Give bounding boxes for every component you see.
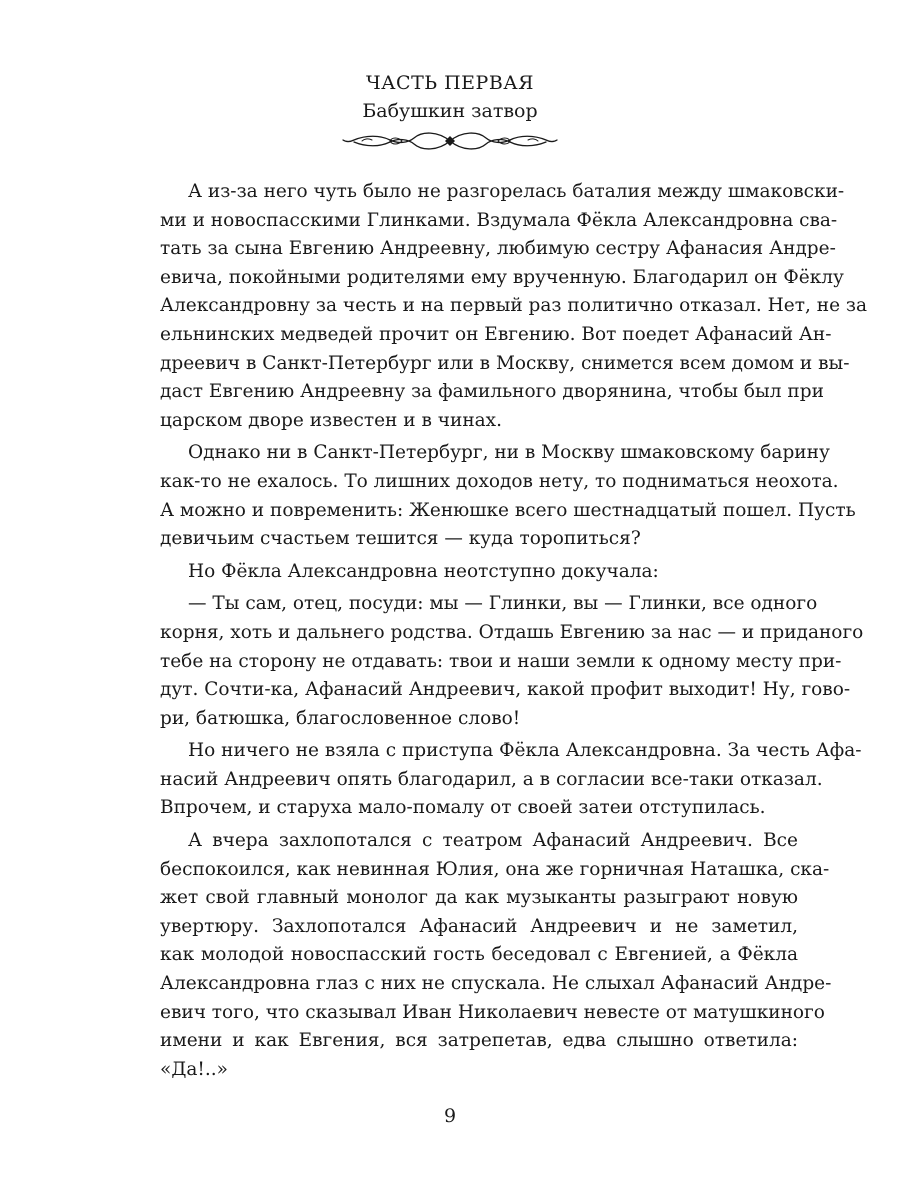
paragraph xyxy=(160,178,868,435)
text-line: — Ты сам, отец, посуди: мы — Глинки, вы — Глинки, все одного xyxy=(188,593,818,615)
chapter-title: Бабушкин затвор xyxy=(362,100,538,122)
paragraph xyxy=(160,558,798,587)
body-text xyxy=(160,178,868,1084)
paragraph xyxy=(160,737,862,823)
text-line: Александровну за честь и на первый раз политично отказал. Нет, не за xyxy=(160,295,868,317)
text-line: ми и новоспасскими Глинками. Вздумала Фёкла Александровна сва- xyxy=(160,209,838,231)
paragraph xyxy=(160,439,856,553)
text-line: ри, батюшка, благословенное слово! xyxy=(160,707,521,729)
text-line: насий Андреевич опять благодарил, а в согласии все-таки отказал. xyxy=(160,768,823,790)
ornament-divider-icon xyxy=(342,128,558,154)
text-line: ельнинских медведей прочит он Евгению. Вот поедет Афанасий Ан- xyxy=(160,323,832,345)
paragraph xyxy=(160,590,864,733)
page-number: 9 xyxy=(443,1105,457,1127)
text-line: евич того, что сказывал Иван Николаевич невесте от матушкиного xyxy=(160,1001,825,1023)
text-line: как-то не ехалось. То лишних доходов нету, то подниматься неохота. xyxy=(160,470,839,492)
text-line: тать за сына Евгению Андреевну, любимую сестру Афанасия Андре- xyxy=(160,238,836,260)
text-line: А можно и повременить: Женюшке всего шестнадцатый пошел. Пусть xyxy=(160,499,856,521)
text-line: А вчера захлопотался с театром Афанасий Андреевич. Все xyxy=(188,830,798,852)
text-line: дут. Сочти-ка, Афанасий Андреевич, какой профит выходит! Ну, гово- xyxy=(160,679,851,701)
text-line: евича, покойными родителями ему врученную. Благодарил он Фёклу xyxy=(160,266,844,288)
text-line: Впрочем, и старуха мало-помалу от своей затеи отступилась. xyxy=(160,797,766,819)
text-line: Однако ни в Санкт-Петербург, ни в Москву шмаковскому барину xyxy=(188,442,830,464)
running-header xyxy=(0,70,900,154)
text-line: «Да!..» xyxy=(160,1058,228,1080)
part-title: ЧАСТЬ ПЕРВАЯ xyxy=(365,72,535,94)
text-line: увертюру. Захлопотался Афанасий Андреевич и не заметил, xyxy=(160,915,798,937)
text-line: А из-за него чуть было не разгорелась баталия между шмаковски- xyxy=(188,181,845,202)
text-line: корня, хоть и дальнего родства. Отдашь Евгению за нас — и приданого xyxy=(160,621,864,643)
text-line: Но ничего не взяла с приступа Фёкла Александровна. За честь Афа- xyxy=(188,740,862,762)
text-line: беспокоился, как невинная Юлия, она же горничная Наташка, ска- xyxy=(160,858,830,880)
text-line: девичьим счастьем тешится — куда торопиться? xyxy=(160,528,641,550)
text-line: Александровна глаз с них не спускала. Не слыхал Афанасий Андре- xyxy=(160,973,832,995)
text-line: даст Евгению Андреевну за фамильного дворянина, чтобы был при xyxy=(160,381,824,403)
text-line: дреевич в Санкт-Петербург или в Москву, снимется всем домом и вы- xyxy=(160,352,850,374)
text-line: тебе на сторону не отдавать: твои и наши земли к одному месту при- xyxy=(160,650,842,672)
text-line: царском дворе известен и в чинах. xyxy=(160,409,502,431)
text-line: как молодой новоспасский гость беседовал с Евгенией, а Фёкла xyxy=(160,944,798,966)
paragraph xyxy=(160,827,832,1084)
text-line: имени и как Евгения, вся затрепетав, едва слышно ответила: xyxy=(160,1030,798,1052)
text-line: Но Фёкла Александровна неотступно докучала: xyxy=(188,560,659,582)
text-line: жет свой главный монолог да как музыканты разыграют новую xyxy=(160,887,798,909)
